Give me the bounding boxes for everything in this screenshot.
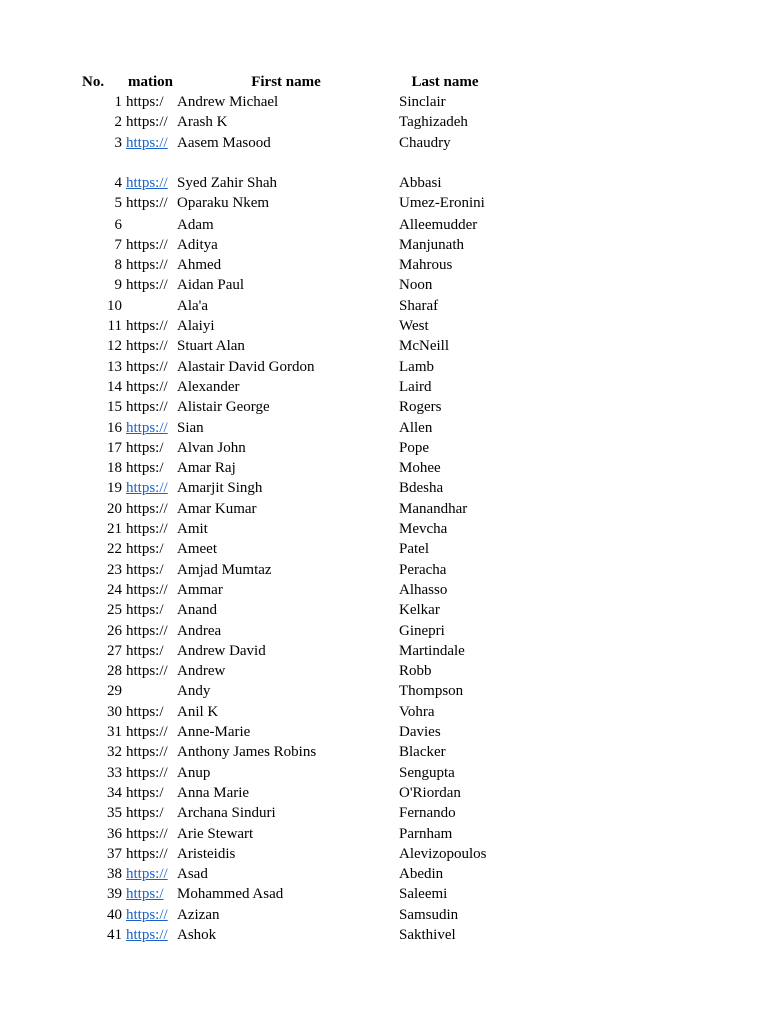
first-name-cell: Stuart Alan	[177, 338, 245, 355]
last-name-cell: Davies	[399, 724, 441, 740]
information-cell: https://	[126, 521, 168, 537]
first-name-cell: Aristeidis	[177, 845, 236, 862]
last-name-cell: Robb	[399, 663, 432, 680]
first-name-cell: Ala'a	[177, 297, 209, 314]
first-name-cell: Andy	[177, 683, 211, 700]
last-name-cell: Chaudry	[399, 134, 451, 151]
row-number: 38	[107, 866, 122, 883]
first-name-cell: Alaiyi	[177, 318, 215, 334]
row-number: 28	[107, 663, 122, 680]
table-row	[0, 600, 768, 620]
table-row	[0, 438, 768, 458]
first-name-cell: Andrea	[177, 622, 222, 639]
row-number: 4	[114, 174, 122, 191]
row-number: 16	[107, 419, 122, 436]
last-name-cell: Sharaf	[399, 297, 439, 314]
row-number: 21	[107, 521, 122, 537]
table-row	[0, 539, 768, 559]
last-name-cell: Sengupta	[399, 764, 455, 781]
last-name-cell: Mahrous	[399, 257, 453, 274]
row-number: 9	[114, 277, 122, 294]
information-link[interactable]: https://	[126, 927, 168, 943]
last-name-cell: Fernando	[399, 805, 456, 822]
last-name-cell: Umez-Eronini	[399, 195, 485, 212]
information-cell: https:/	[126, 541, 164, 558]
information-cell: https:/	[126, 703, 164, 720]
first-name-cell: Mohammed Asad	[177, 886, 284, 903]
last-name-cell: Rogers	[399, 399, 442, 416]
first-name-cell: Andrew Michael	[177, 94, 279, 110]
last-name-cell: Parnham	[399, 825, 453, 842]
first-name-cell: Aasem Masood	[177, 134, 271, 151]
first-name-cell: Aidan Paul	[177, 277, 245, 294]
table-row	[0, 418, 768, 438]
information-link[interactable]: https://	[126, 174, 168, 191]
first-name-cell: Andrew David	[177, 642, 266, 659]
row-number: 27	[107, 642, 122, 659]
header-last-name: Last name	[411, 74, 479, 90]
first-name-cell: Archana Sinduri	[177, 805, 276, 822]
table-row	[0, 173, 768, 193]
row-number: 32	[107, 744, 122, 761]
row-number: 34	[107, 784, 122, 801]
first-name-cell: Amjad Mumtaz	[177, 561, 272, 578]
first-name-cell: Anand	[177, 602, 217, 619]
table-row	[0, 92, 768, 112]
first-name-cell: Azizan	[177, 906, 220, 923]
first-name-cell: Alvan John	[177, 439, 246, 456]
last-name-cell: West	[399, 318, 429, 334]
information-cell: https://	[126, 764, 168, 781]
information-cell: https://	[126, 825, 168, 842]
row-number: 37	[107, 845, 122, 862]
row-number: 1	[114, 94, 122, 110]
last-name-cell: Manjunath	[399, 236, 464, 253]
information-cell: https://	[126, 663, 168, 680]
row-number: 40	[107, 906, 122, 923]
row-number: 15	[107, 399, 122, 416]
last-name-cell: Patel	[399, 541, 429, 558]
row-number: 35	[107, 805, 122, 822]
information-cell: https:/	[126, 561, 164, 578]
table-row	[0, 296, 768, 316]
table-row	[0, 255, 768, 275]
first-name-cell: Ammar	[177, 581, 223, 598]
last-name-cell: Alhasso	[399, 581, 448, 598]
information-cell: https://	[126, 378, 168, 395]
row-number: 7	[114, 236, 122, 253]
information-cell: https://	[126, 195, 168, 212]
first-name-cell: Alastair David Gordon	[177, 358, 315, 375]
information-cell: https://	[126, 358, 168, 375]
row-number: 12	[107, 338, 122, 355]
information-link[interactable]: https:/	[126, 886, 164, 903]
table-row	[0, 621, 768, 641]
information-link[interactable]: https://	[126, 419, 168, 436]
information-cell: https://	[126, 622, 168, 639]
last-name-cell: McNeill	[399, 338, 449, 355]
last-name-cell: Laird	[399, 378, 432, 395]
first-name-cell: Amit	[177, 521, 208, 537]
table-row	[0, 641, 768, 661]
information-cell: https://	[126, 257, 168, 274]
table-row	[0, 661, 768, 681]
header-first-name: First name	[251, 74, 321, 90]
last-name-cell: Mohee	[399, 460, 441, 477]
last-name-cell: O'Riordan	[399, 784, 461, 801]
table-row	[0, 235, 768, 255]
header-row	[0, 72, 768, 92]
information-link[interactable]: https://	[126, 906, 168, 923]
information-cell: https://	[126, 236, 168, 253]
row-number: 29	[107, 683, 122, 700]
table-row	[0, 560, 768, 580]
row-number: 41	[107, 927, 122, 943]
information-cell: https://	[126, 845, 168, 862]
information-cell: https:/	[126, 642, 164, 659]
information-cell: https://	[126, 500, 168, 517]
last-name-cell: Samsudin	[399, 906, 459, 923]
table-row	[0, 864, 768, 884]
first-name-cell: Amar Raj	[177, 460, 236, 477]
row-number: 22	[107, 541, 122, 558]
last-name-cell: Allen	[399, 419, 433, 436]
information-cell: https://	[126, 581, 168, 598]
last-name-cell: Manandhar	[399, 500, 468, 517]
last-name-cell: Mevcha	[399, 521, 448, 537]
row-number: 30	[107, 703, 122, 720]
row-number: 13	[107, 358, 122, 375]
last-name-cell: Sakthivel	[399, 927, 456, 943]
table-row	[0, 803, 768, 823]
table-row	[0, 215, 768, 235]
row-number: 10	[107, 297, 122, 314]
first-name-cell: Anil K	[177, 703, 219, 720]
first-name-cell: Oparaku Nkem	[177, 195, 270, 212]
row-number: 23	[107, 561, 122, 578]
last-name-cell: Abbasi	[399, 174, 442, 191]
table-row	[0, 905, 768, 925]
last-name-cell: Blacker	[399, 744, 446, 761]
table-row	[0, 193, 768, 213]
table-row	[0, 722, 768, 742]
table-row	[0, 925, 768, 945]
information-cell	[126, 296, 173, 316]
row-number: 2	[114, 114, 122, 131]
table-row	[0, 499, 768, 519]
first-name-cell: Alexander	[177, 378, 240, 395]
row-number: 33	[107, 764, 122, 781]
first-name-cell: Ameet	[177, 541, 217, 558]
table-row	[0, 397, 768, 417]
table-row	[0, 884, 768, 904]
first-name-cell: Amarjit Singh	[177, 480, 263, 497]
information-cell	[126, 215, 173, 235]
row-number: 24	[107, 581, 122, 598]
last-name-cell: Ginepri	[399, 622, 445, 639]
header-information: mation	[128, 74, 173, 90]
first-name-cell: Anup	[177, 764, 211, 781]
first-name-cell: Asad	[177, 866, 208, 883]
information-link[interactable]: https://	[126, 134, 168, 151]
table-row	[0, 824, 768, 844]
table-row	[0, 783, 768, 803]
header-number: No.	[82, 74, 105, 90]
first-name-cell: Alistair George	[177, 399, 270, 416]
last-name-cell: Abedin	[399, 866, 444, 883]
last-name-cell: Lamb	[399, 358, 434, 375]
information-cell: https://	[126, 399, 168, 416]
row-number: 5	[114, 195, 122, 212]
table-row	[0, 357, 768, 377]
row-number: 18	[107, 460, 122, 477]
last-name-cell: Noon	[399, 277, 433, 294]
information-cell: https://	[126, 724, 168, 740]
table-row	[0, 681, 768, 701]
last-name-cell: Saleemi	[399, 886, 448, 903]
last-name-cell: Thompson	[399, 683, 464, 700]
last-name-cell: Vohra	[399, 703, 435, 720]
table-row	[0, 336, 768, 356]
row-number: 19	[107, 480, 122, 497]
last-name-cell: Martindale	[399, 642, 465, 659]
table-row	[0, 377, 768, 397]
table-row	[0, 844, 768, 864]
first-name-cell: Amar Kumar	[177, 500, 257, 517]
first-name-cell: Arie Stewart	[177, 825, 254, 842]
row-number: 26	[107, 622, 122, 639]
information-cell: https:/	[126, 784, 164, 801]
row-number: 20	[107, 500, 122, 517]
row-number: 17	[107, 439, 122, 456]
table-row	[0, 133, 768, 153]
first-name-cell: Ashok	[177, 927, 217, 943]
information-link[interactable]: https://	[126, 866, 168, 883]
last-name-cell: Bdesha	[399, 480, 444, 497]
table-row	[0, 478, 768, 498]
information-cell: https://	[126, 744, 168, 761]
table-row	[0, 112, 768, 132]
row-number: 39	[107, 886, 122, 903]
information-cell: https://	[126, 318, 168, 334]
last-name-cell: Pope	[399, 439, 429, 456]
first-name-cell: Ahmed	[177, 257, 222, 274]
information-link[interactable]: https://	[126, 480, 168, 497]
row-number: 31	[107, 724, 122, 740]
row-number: 36	[107, 825, 122, 842]
first-name-cell: Syed Zahir Shah	[177, 174, 277, 191]
information-cell: https://	[126, 338, 168, 355]
last-name-cell: Alevizopoulos	[399, 845, 487, 862]
information-cell: https:/	[126, 602, 164, 619]
first-name-cell: Arash K	[177, 114, 228, 131]
information-cell	[126, 681, 173, 701]
table-row	[0, 580, 768, 600]
information-cell: https:/	[126, 439, 164, 456]
table-row	[0, 763, 768, 783]
information-cell: https://	[126, 277, 168, 294]
information-cell: https:/	[126, 460, 164, 477]
row-number: 8	[114, 257, 122, 274]
table-row	[0, 458, 768, 478]
information-cell: https://	[126, 114, 168, 131]
row-number: 3	[114, 134, 122, 151]
row-number: 14	[107, 378, 122, 395]
table-row	[0, 702, 768, 722]
first-name-cell: Aditya	[177, 236, 218, 253]
first-name-cell: Sian	[177, 419, 204, 436]
row-number: 11	[107, 318, 122, 334]
last-name-cell: Kelkar	[399, 602, 440, 619]
first-name-cell: Anthony James Robins	[177, 744, 317, 761]
first-name-cell: Anna Marie	[177, 784, 250, 801]
information-cell: https:/	[126, 805, 164, 822]
first-name-cell: Adam	[177, 216, 214, 233]
information-cell: https:/	[126, 94, 164, 110]
last-name-cell: Taghizadeh	[399, 114, 468, 131]
first-name-cell: Andrew	[177, 663, 226, 680]
table-row	[0, 519, 768, 539]
table-row	[0, 742, 768, 762]
first-name-cell: Anne-Marie	[177, 724, 251, 740]
last-name-cell: Sinclair	[399, 94, 446, 110]
table-row	[0, 275, 768, 295]
last-name-cell: Peracha	[399, 561, 447, 578]
last-name-cell: Alleemudder	[399, 216, 478, 233]
row-number: 25	[107, 602, 122, 619]
row-number: 6	[114, 216, 122, 233]
table-row	[0, 316, 768, 336]
